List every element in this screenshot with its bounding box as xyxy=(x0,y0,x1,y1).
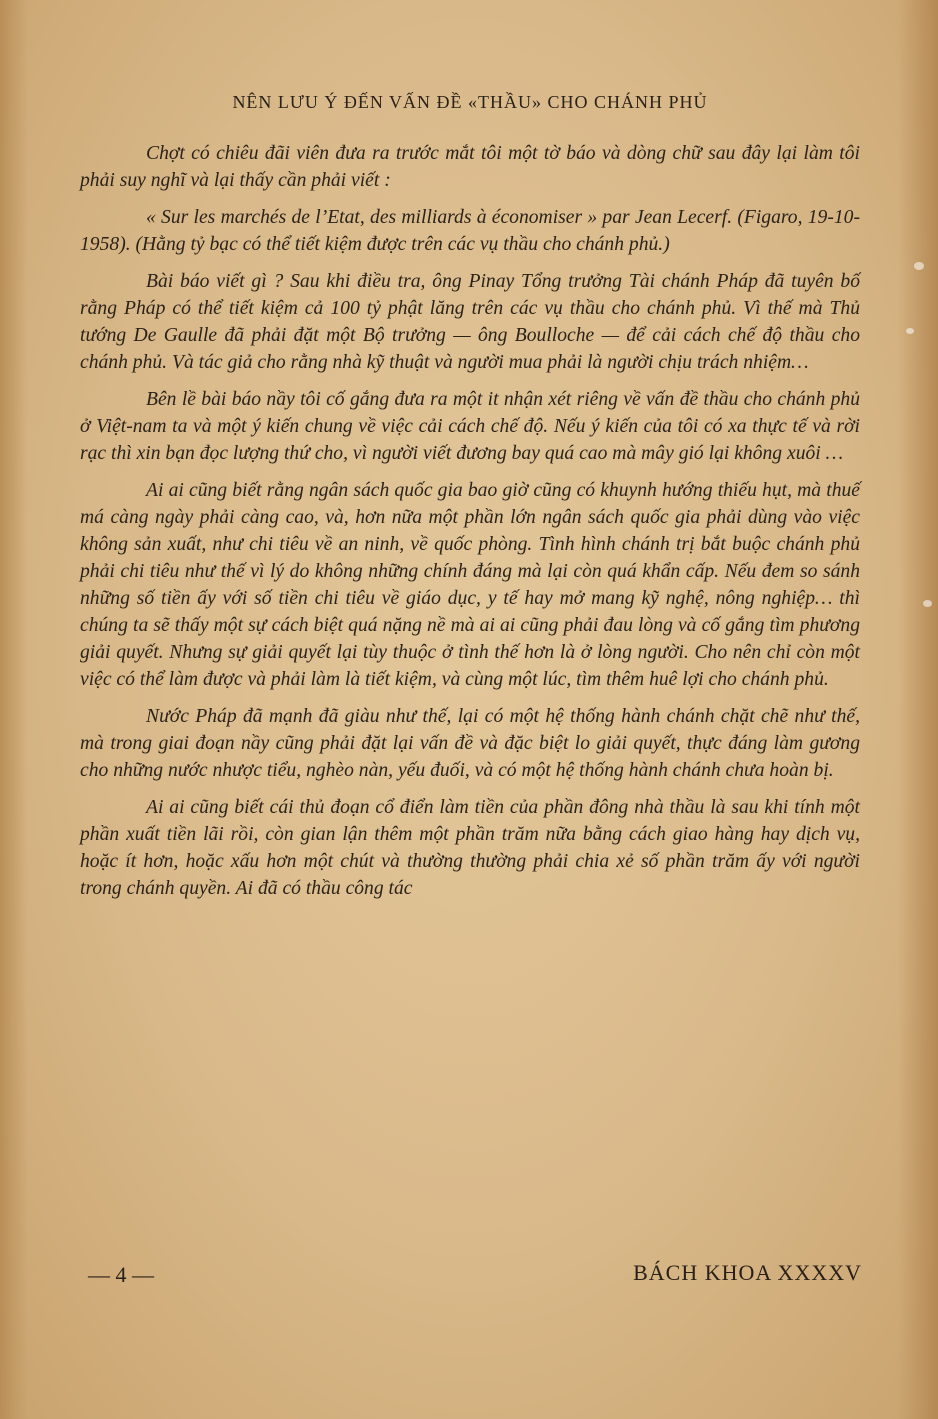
paper-hole-mark xyxy=(923,600,932,607)
paragraph: Ai ai cũng biết cái thủ đoạn cổ điển làm tiền của phần đông nhà thầu là sau khi tính một phần xuất tiền lãi rồi, còn gian lận thêm một phần trăm nữa bằng cách giao hàng hay dịch vụ, hoặc ít hơn, hoặc xấu hơn một chút và thường thường phải chia xẻ số phần trăm ấy với người trong chánh quyền. Ai đã có thầu công tác xyxy=(80,797,860,899)
paper-hole-mark xyxy=(906,328,914,334)
article-body xyxy=(80,140,860,912)
paragraph: Chợt có chiêu đãi viên đưa ra trước mắt tôi một tờ báo và dòng chữ sau đây lại làm tôi phải suy nghĩ và lại thấy cần phải viết : xyxy=(80,143,860,191)
page-edge-shadow-right xyxy=(898,0,938,1419)
page-edge-shadow-left xyxy=(0,0,28,1419)
paragraph: Nước Pháp đã mạnh đã giàu như thế, lại có một hệ thống hành chánh chặt chẽ như thế, mà trong giai đoạn nầy cũng phải đặt lại vấn đề và đặc biệt lo giải quyết, thực đáng làm gương cho những nước nhược tiểu, nghèo nàn, yếu đuối, và có một hệ thống hành chánh chưa hoàn bị. xyxy=(80,706,860,781)
paragraph: Bên lề bài báo nầy tôi cố gắng đưa ra một it nhận xét riêng về vấn đề thầu cho chánh phủ ở Việt-nam ta và một ý kiến chung về việc cải cách chế độ. Nếu ý kiến của tôi có xa thực tế và rời rạc thì xin bạn đọc lượng thứ cho, vì người viết đương bay quá cao mà mây gió lại không xuôi … xyxy=(80,389,860,464)
paragraph: « Sur les marchés de l’Etat, des milliards à économiser » par Jean Lecerf. (Figaro, 19-10-1958). (Hằng tỷ bạc có thể tiết kiệm được trên các vụ thầu cho chánh phủ.) xyxy=(80,207,860,255)
magazine-name: BÁCH KHOA XXXXV xyxy=(633,1260,862,1285)
paragraph: Bài báo viết gì ? Sau khi điều tra, ông Pinay Tổng trưởng Tài chánh Pháp đã tuyên bố rằng Pháp có thể tiết kiệm cả 100 tỷ phật lăng trên các vụ thầu cho chánh phủ. Vì thế mà Thủ tướng De Gaulle đã phải đặt một Bộ trưởng — ông Boulloche — để cải cách chế độ thầu cho chánh phủ. Và tác giả cho rằng nhà kỹ thuật và người mua phải là người chịu trách nhiệm… xyxy=(80,271,860,373)
paragraph: Ai ai cũng biết rằng ngân sách quốc gia bao giờ cũng có khuynh hướng thiếu hụt, mà thuế má càng ngày phải càng cao, và, hơn nữa một phần lớn ngân sách quốc gia phải dùng vào việc không sản xuất, như chi tiêu về an ninh, về quốc phòng. Tình hình chánh trị bắt buộc chánh phủ phải chi tiêu như thế vì lý do không những chính đáng mà lại còn quá khẩn cấp. Nếu đem so sánh những số tiền ấy với số tiền chi tiêu về giáo dục, y tế hay mở mang kỹ nghệ, nông nghiệp… thì chúng ta sẽ thấy một sự cách biệt quá nặng nề mà ai ai cũng phải đau lòng và cố gắng tìm phương giải quyết. Nhưng sự giải quyết lại tùy thuộc ở tình thế hơn là ở lòng người. Cho nên chỉ còn một việc có thể làm được và phải làm là tiết kiệm, và cùng một lúc, tìm thêm huê lợi cho chánh phủ. xyxy=(80,480,860,690)
paper-hole-mark xyxy=(914,262,924,270)
article-title: NÊN LƯU Ý ĐẾN VẤN ĐỀ «THẦU» CHO CHÁNH PHỦ xyxy=(232,92,708,112)
page-number: — 4 — xyxy=(88,1262,154,1287)
